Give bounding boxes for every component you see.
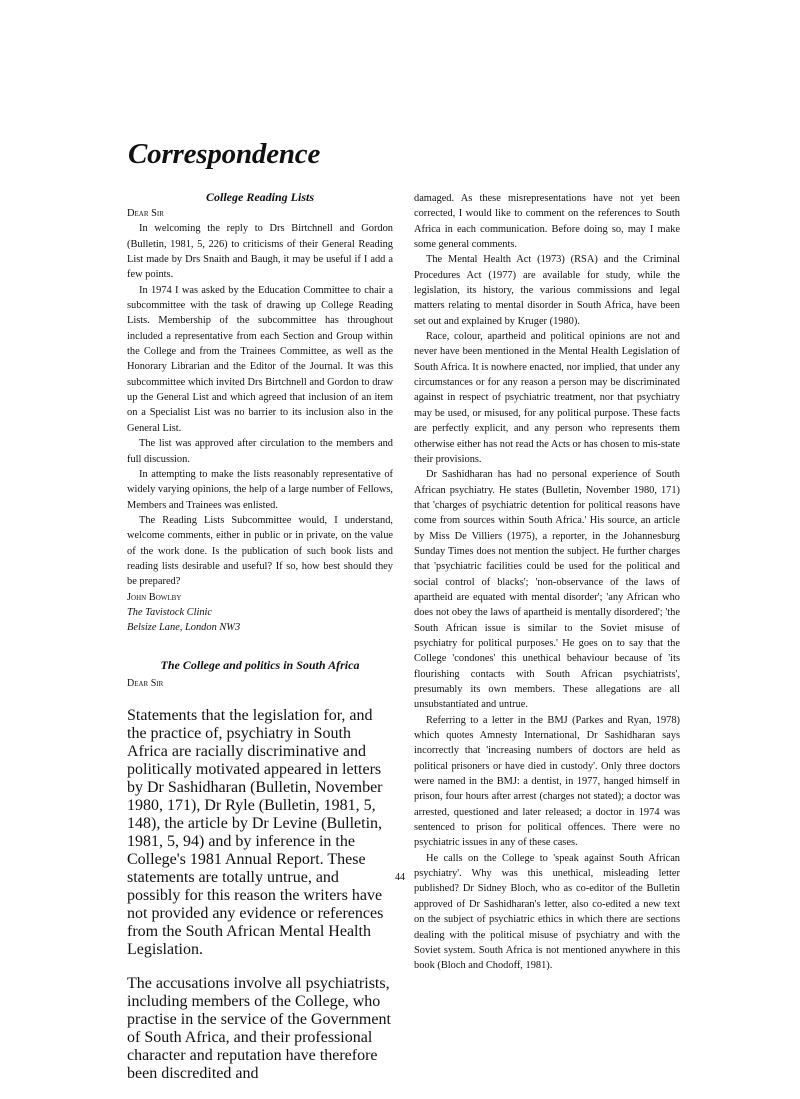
letter1-paragraph: In 1974 I was asked by the Education Committee to chair a subcommittee with the task of drawing up College Reading Lists. Membership of the subcommittee has throughout included a representative from each Section and Group within the College and from the Trainees Committee, as well as the Honorary Librarian and the Editor of the Journal. It was this subcommittee which invited Drs Birtchnell and Gordon to draw up the General List and which agreed that inclusion of an item on a Specialist List was no barrier to its inclusion also in the General List.: [127, 284, 393, 434]
letter1-paragraph: The Reading Lists Subcommittee would, I understand, welcome comments, either in public or in private, on the value of the work done. Is the publication of such book lists and reading lists desirable and useful? If so, how best should they be prepared?: [127, 514, 393, 588]
letter1-heading: College Reading Lists: [206, 190, 314, 204]
letter2-paragraph: Dr Sashidharan has had no personal experience of South African psychiatry. He states (Bulletin, November 1980, 171) that 'charges of psychiatric detention for political reasons have come from sources within South Africa.' His source, an article by Miss De Villiers (1975), a reporter, in the Johannesburg Sunday Times does not mention the subject. He further charges that 'psychiatric facilities could be used for the political and social control of blacks'; 'non-observance of the laws of apartheid are equated with mental disorder'; 'any African who does not obey the laws of apartheid is mentally disordered'; 'the South African issue is similar to the Soviet misuse of psychiatry for political purposes.' He goes on to say that the College 'condones' this unethical behaviour because of 'its flourishing contacts with South African psychiatrists', presumably its own members. These allegations are all unsubstantiated and untrue.: [414, 469, 680, 711]
letter2-paragraph: The accusations involve all psychiatrists, including members of the College, who practise in the service of the Government of South Africa, and their professional character and reputation have therefore been discredited and: [127, 975, 391, 1082]
letter2-continuation: damaged. As these misrepresentations have not yet been corrected, I would like to comment on the references to South Africa in each communication. Before doing so, may I make some general comments.: [414, 193, 680, 251]
letter2-heading: The College and politics in South Africa: [160, 658, 360, 672]
letter2-paragraph: Statements that the legislation for, and the practice of, psychiatry in South Africa are racially discriminative and politically motivated appeared in letters by Dr Sashidharan (Bulletin, November 1980, 171), Dr Ryle (Bulletin, 1981, 5, 148), the article by Dr Levine (Bulletin, 1981, 5, 94) and by inference in the College's 1981 Annual Report. These statements are totally untrue, and possibly for this reason the writers have not provided any evidence or references from the South African Mental Health Legislation.: [127, 707, 384, 958]
letter2-paragraph: The Mental Health Act (1973) (RSA) and the Criminal Procedures Act (1977) are available for study, while the legislation, its history, the various commissions and legal matters relating to mental disorder in South Africa, have been set out and explained by Kruger (1980).: [414, 254, 680, 327]
left-column: [127, 188, 393, 636]
letter1-signature: John Bowlby: [127, 591, 182, 603]
right-column: [414, 191, 680, 974]
letter1-salutation: Dear Sir: [127, 208, 164, 219]
letter2-paragraph: Referring to a letter in the BMJ (Parkes and Ryan, 1978) which quotes Amnesty International, Dr Sashidharan says incorrectly that 'increasing numbers of doctors are held as political prisoners or have died in custody'. Only three doctors were named in the BMJ: a dentist, in 1977, hanged himself in prison, four hours after arrest (charges not stated); a doctor was arrested, questioned and later released; a doctor in 1974 was sentenced to prison for political offences. There were no psychiatric issues in any of these cases.: [414, 714, 680, 849]
letter2-paragraph: He calls on the College to 'speak against South African psychiatry'. Why was this unethical, misleading letter published? Dr Sidney Bloch, who as co-editor of the Bulletin approved of Dr Sashidharan's letter, also co-edited a new text on the subject of psychiatric ethics in which there are sections dealing with the political misuse of psychiatry and with the Soviet system. South Africa is not mentioned anywhere in this book (Bloch and Chodoff, 1981).: [414, 852, 680, 972]
letter2-paragraph: Race, colour, apartheid and political opinions are not and never have been mentioned in the Mental Health Legislation of South Africa. It is nowhere enacted, nor implied, that under any circumstances or for any reason a person may be discriminated against in respect of psychiatric treatment, nor that psychiatry may be used, or misused, for any political purpose. These facts are perfectly explicit, and any person who represents them otherwise either has not read the Acts or has chosen to mis-state their provisions.: [414, 331, 680, 465]
letter1-address-line2: Belsize Lane, London NW3: [127, 622, 241, 634]
letter1-paragraph: The list was approved after circulation to the members and full discussion.: [127, 438, 393, 465]
letter2-salutation: Dear Sir: [127, 678, 164, 689]
page-title: Correspondence: [128, 138, 321, 170]
letter1-paragraph: In welcoming the reply to Drs Birtchnell and Gordon (Bulletin, 1981, 5, 226) to criticisms of their General Reading List made by Drs Snaith and Baugh, it may be useful if I add a few points.: [127, 223, 393, 281]
letter1-paragraph: In attempting to make the lists reasonably representative of widely varying opinions, the help of a large number of Fellows, Members and Trainees was enlisted.: [127, 468, 393, 511]
page-number: 44: [395, 872, 405, 883]
letter1-address-line1: The Tavistock Clinic: [127, 606, 213, 618]
